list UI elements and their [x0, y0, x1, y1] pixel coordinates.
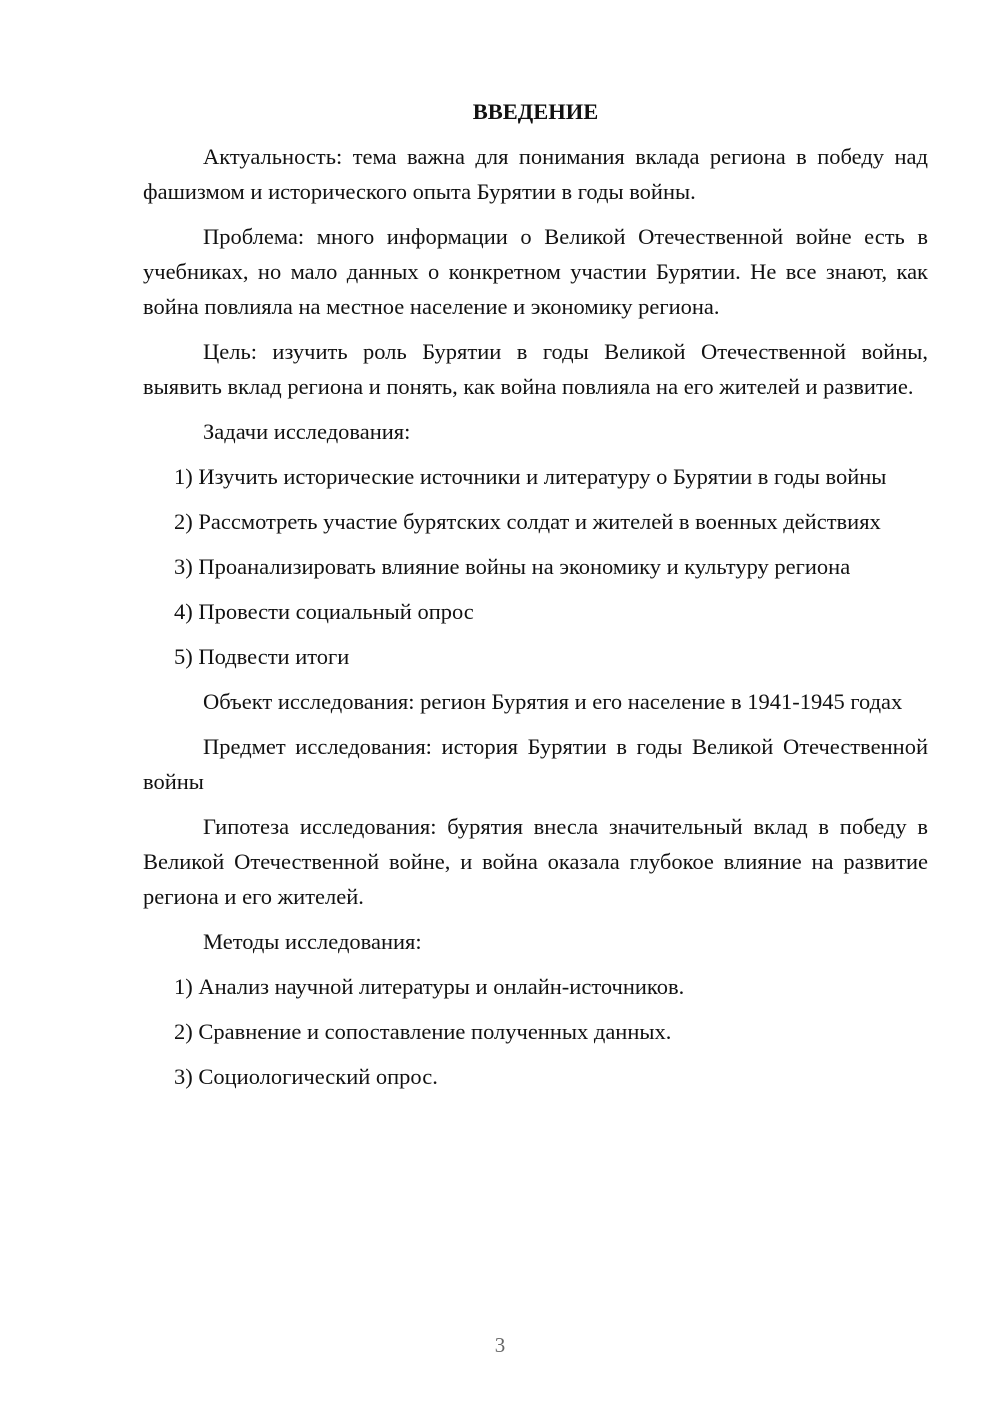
method-item: 2) Сравнение и сопоставление полученных данных.: [174, 1019, 672, 1044]
page-number: 3: [494, 1333, 506, 1357]
page-title: ВВЕДЕНИЕ: [472, 99, 599, 124]
task-item: 4) Провести социальный опрос: [174, 599, 474, 624]
relevance-paragraph: Актуальность: тема важна для понимания вклада региона в победу над фашизмом и исторического опыта Бурятии в годы войны.: [143, 144, 928, 204]
task-item: 1) Изучить исторические источники и литературу о Бурятии в годы войны: [174, 464, 887, 489]
task-item: 3) Проанализировать влияние войны на экономику и культуру региона: [174, 554, 851, 579]
task-item: 2) Рассмотреть участие бурятских солдат и жителей в военных действиях: [174, 509, 881, 534]
method-item: 3) Социологический опрос.: [174, 1064, 438, 1089]
object-paragraph: Объект исследования: регион Бурятия и его население в 1941-1945 годах: [203, 689, 903, 714]
goal-paragraph: Цель: изучить роль Бурятии в годы Великой Отечественной войны, выявить вклад региона и понять, как война повлияла на его жителей и развитие.: [143, 339, 928, 399]
subject-paragraph: Предмет исследования: история Бурятии в годы Великой Отечественной войны: [143, 734, 928, 794]
tasks-heading: Задачи исследования:: [203, 419, 411, 444]
methods-heading: Методы исследования:: [203, 929, 422, 954]
problem-paragraph: Проблема: много информации о Великой Отечественной войне есть в учебниках, но мало данных о конкретном участии Бурятии. Не все знают, как война повлияла на местное население и экономику региона.: [143, 224, 928, 319]
method-item: 1) Анализ научной литературы и онлайн-источников.: [174, 974, 685, 999]
task-item: 5) Подвести итоги: [174, 644, 350, 669]
hypothesis-paragraph: Гипотеза исследования: бурятия внесла значительный вклад в победу в Великой Отечественной войне, и война оказала глубокое влияние на развитие региона и его жителей.: [143, 814, 928, 909]
